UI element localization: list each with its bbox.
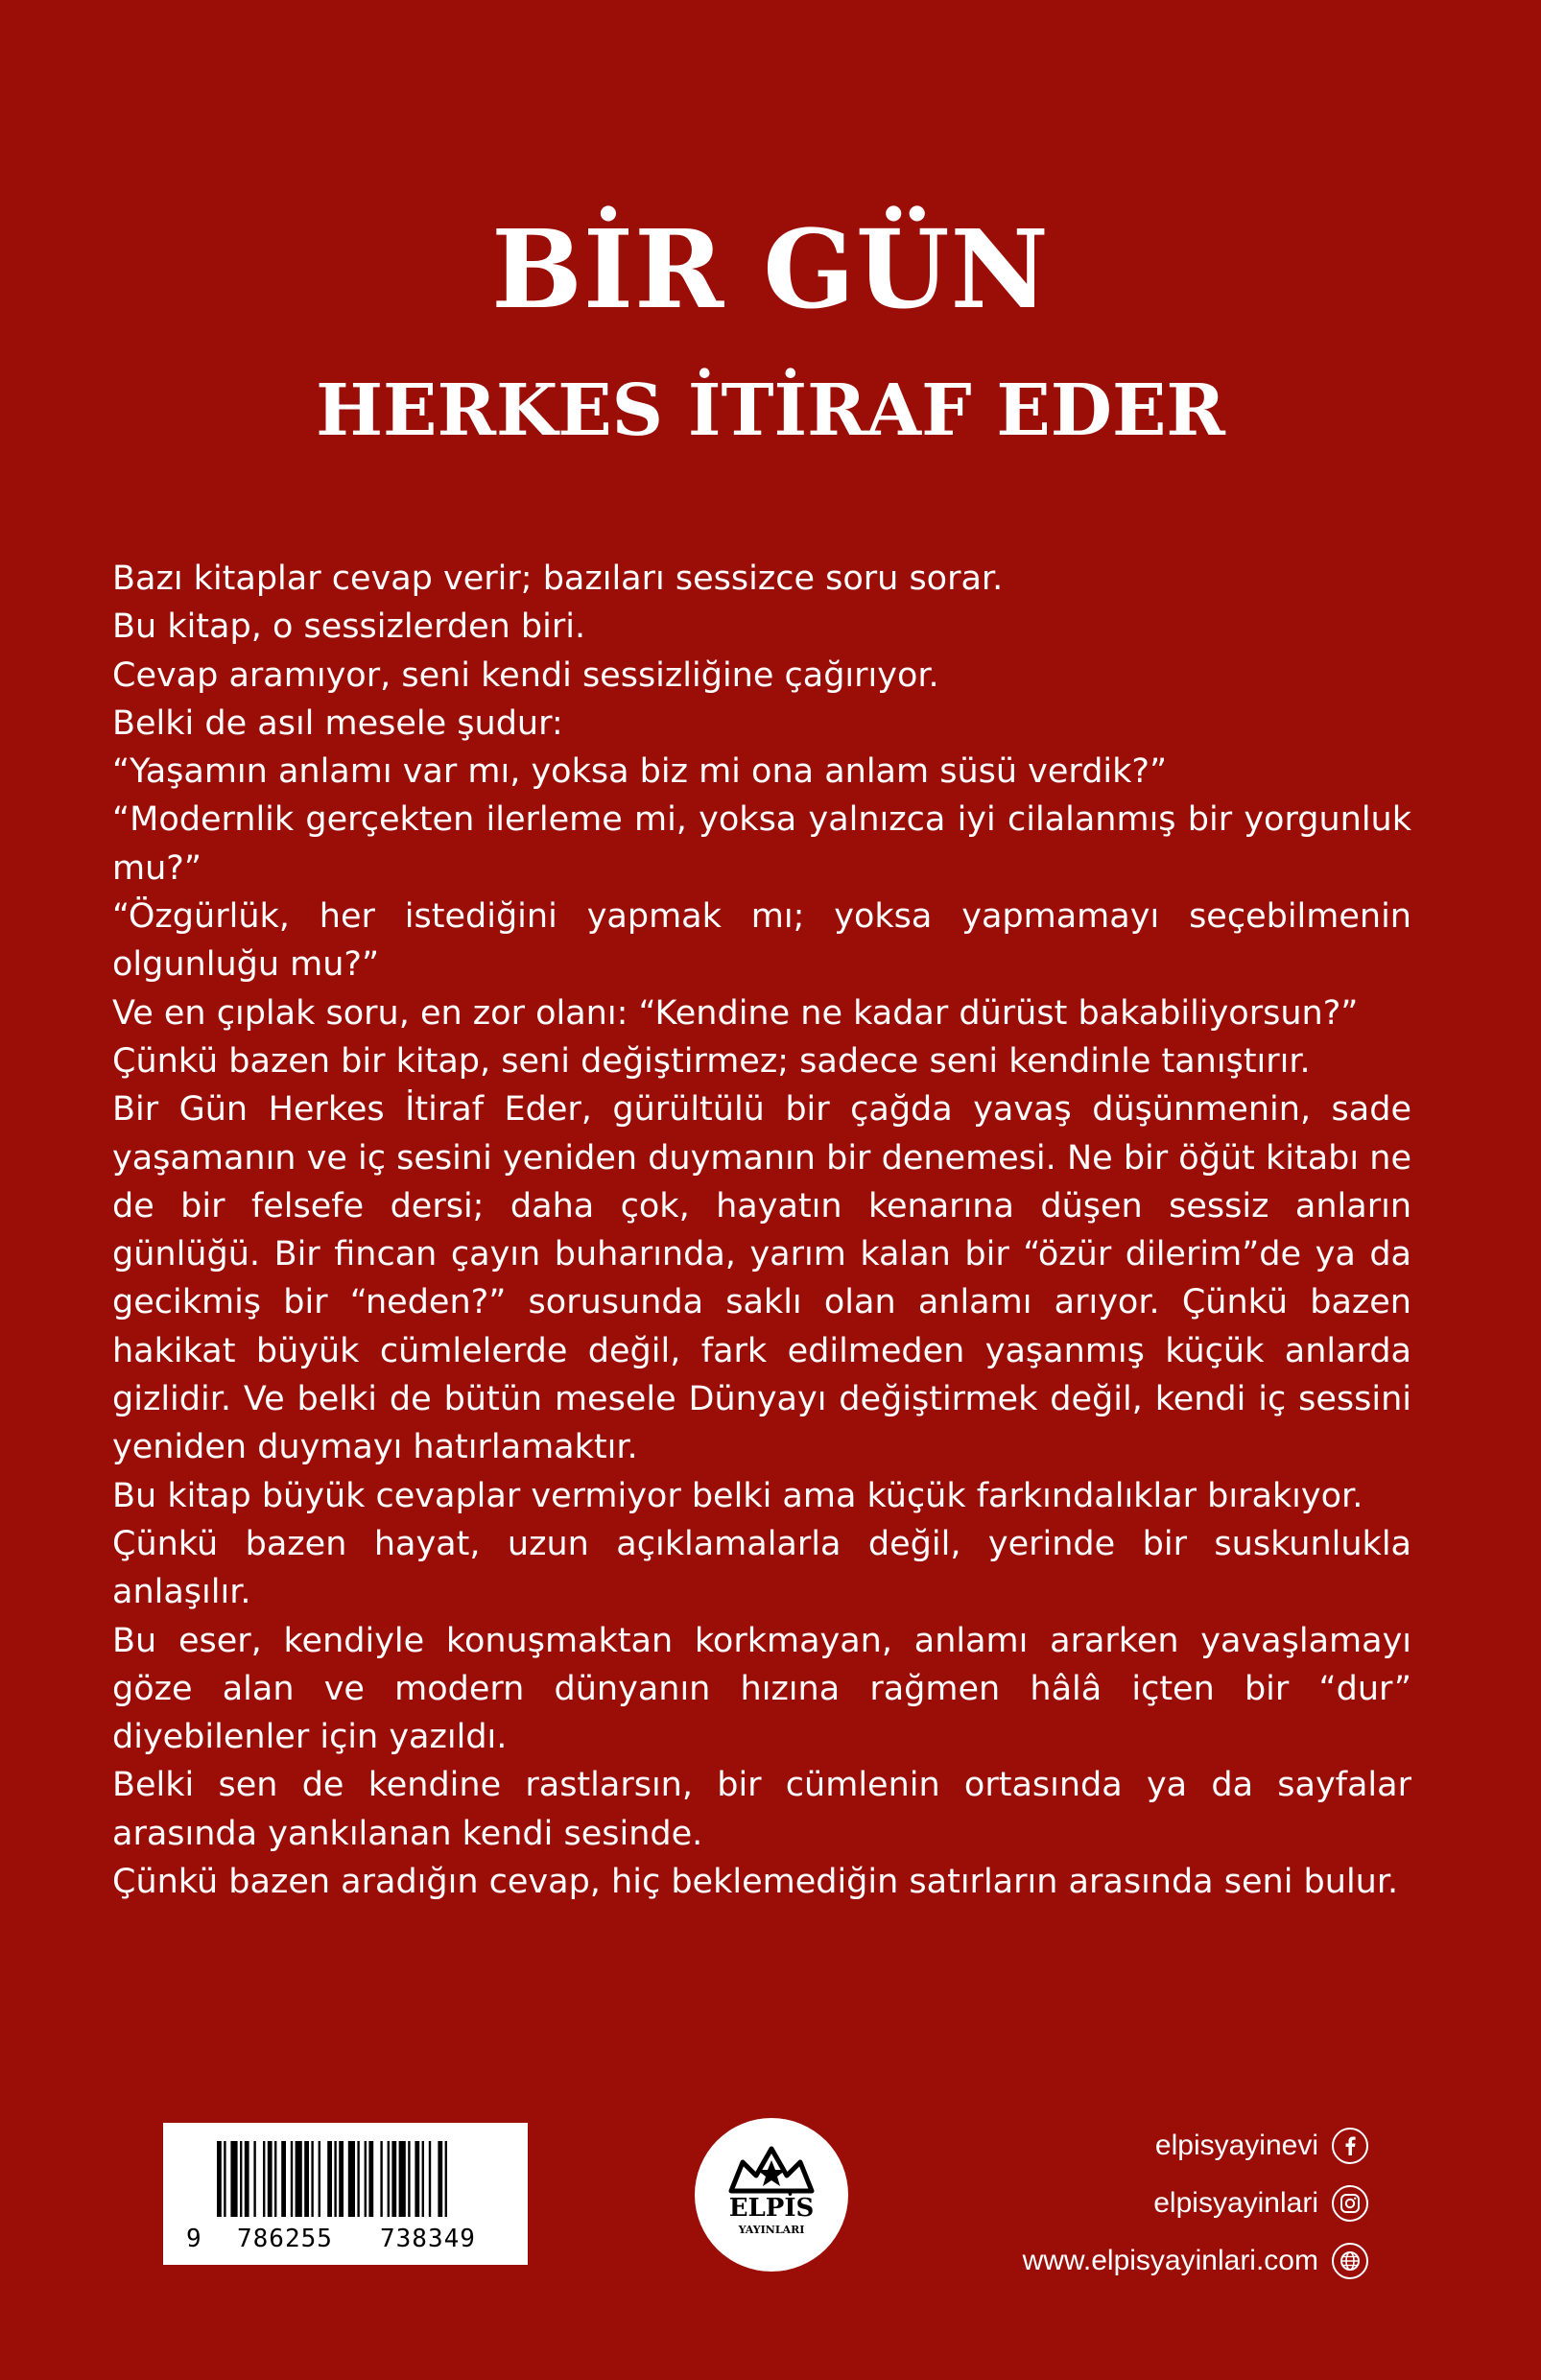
- barcode-bar: [399, 2141, 406, 2217]
- barcode-bar: [268, 2141, 273, 2217]
- book-subtitle: HERKES İTİRAF EDER: [316, 369, 1225, 452]
- blurb-paragraph: Cevap aramıyor, seni kendi sessizliğine çağırıyor.: [112, 655, 939, 695]
- blurb-paragraph: Çünkü bazen hayat, uzun açıklamalarla değil, yerinde bir suskunlukla anlaşılır.: [112, 1524, 1411, 1612]
- blurb-paragraph: Belki de asıl mesele şudur:: [112, 703, 563, 743]
- isbn-barcode: [163, 2123, 528, 2265]
- barcode-bar: [365, 2141, 367, 2217]
- barcode-bar: [445, 2141, 447, 2217]
- barcode-bar: [240, 2141, 242, 2217]
- barcode-bar: [311, 2141, 313, 2217]
- blurb-paragraph: Bu kitap büyük cevaplar vermiyor belki ama küçük farkındalıklar bırakıyor.: [112, 1476, 1363, 1515]
- barcode-bar: [253, 2141, 255, 2217]
- barcode-bar: [274, 2141, 276, 2217]
- barcode-bar: [327, 2141, 332, 2217]
- barcode-bar: [415, 2141, 419, 2217]
- barcode-bar: [245, 2141, 249, 2217]
- blurb-paragraph: Bazı kitaplar cevap verir; bazıları sessizce soru sorar.: [112, 559, 1004, 598]
- barcode-bar: [422, 2141, 424, 2217]
- barcode-bar: [339, 2141, 344, 2217]
- barcode-lead-digit: 9: [186, 2225, 202, 2253]
- social-website[interactable]: [1023, 2240, 1368, 2282]
- blurb-paragraph: Bu kitap, o sessizlerden biri.: [112, 607, 586, 647]
- logo-subtext: YAYINLARI: [738, 2224, 805, 2236]
- barcode-bar: [291, 2141, 293, 2217]
- blurb-text: [112, 555, 1411, 1906]
- barcode-bar: [357, 2141, 359, 2217]
- barcode-bar: [388, 2141, 390, 2217]
- blurb-paragraph: “Modernlik gerçekten ilerleme mi, yoksa yalnızca iyi cilalanmış bir yorgunluk mu?”: [112, 800, 1411, 888]
- barcode-bar: [438, 2141, 442, 2217]
- barcode-bar: [230, 2141, 237, 2217]
- blurb-paragraph: Ve en çıplak soru, en zor olanı: “Kendine ne kadar dürüst bakabiliyorsun?”: [112, 993, 1359, 1033]
- barcode-bar: [429, 2141, 431, 2217]
- barcode-bar: [348, 2141, 355, 2217]
- publisher-logo: [693, 2116, 850, 2273]
- social-facebook[interactable]: [1155, 2125, 1368, 2167]
- blurb-paragraph: “Özgürlük, her istediğini yapmak mı; yoksa yapmamayı seçebilmenin olgunluğu mu?”: [112, 897, 1411, 985]
- barcode-digits: [177, 2225, 522, 2255]
- globe-icon: [1332, 2243, 1368, 2279]
- blurb-paragraph: Çünkü bazen bir kitap, seni değiştirmez; sadece seni kendinle tanıştırır.: [112, 1041, 1311, 1081]
- facebook-icon: [1332, 2128, 1368, 2164]
- barcode-bar: [263, 2141, 265, 2217]
- barcode-bar: [319, 2141, 320, 2217]
- instagram-handle[interactable]: elpisyayinlari: [1153, 2187, 1318, 2219]
- barcode-digits-group1: 786255: [237, 2225, 333, 2253]
- barcode-bar: [217, 2141, 222, 2217]
- blurb-paragraph: Bu eser, kendiyle konuşmaktan korkmayan, anlamı ararken yavaşlamayı göze alan ve modern dünyanın hızına rağmen hâlâ içten bir “dur” diyebilenler için yazıldı.: [112, 1621, 1411, 1757]
- barcode-bar: [224, 2141, 225, 2217]
- barcode-bar: [380, 2141, 382, 2217]
- website-url[interactable]: www.elpisyayinlari.com: [1022, 2245, 1318, 2276]
- barcode-bar: [391, 2141, 396, 2217]
- barcode-bars: [217, 2141, 516, 2217]
- book-title: BİR GÜN: [491, 207, 1050, 333]
- social-instagram[interactable]: [1153, 2182, 1368, 2225]
- barcode-bar: [296, 2141, 302, 2217]
- facebook-handle[interactable]: elpisyayinevi: [1154, 2130, 1318, 2161]
- barcode-bar: [281, 2141, 286, 2217]
- blurb-paragraph: “Yaşamın anlamı var mı, yoksa biz mi ona anlam süsü verdik?”: [112, 752, 1168, 792]
- barcode-bar: [334, 2141, 336, 2217]
- barcode-bar: [304, 2141, 309, 2217]
- blurb-paragraph: Bir Gün Herkes İtiraf Eder, gürültülü bir çağda yavaş düşünmenin, sade yaşamanın ve iç sesini yeniden duymanın bir denemesi. Ne bir öğüt kitabı ne de bir felsefe dersi; daha çok, hayatın kenarına düşen sessiz anların günlüğü. Bir fincan çayın buharında, yarım kalan bir “özür dilerim”de ya da gecikmiş bir “neden?” sorusunda saklı olan anlamı arıyor. Çünkü bazen hakikat büyük cümlelerde değil, fark edilmeden yaşanmış küçük anlarda gizlidir. Ve belki de bütün mesele Dünyayı değiştirmek değil, kendi iç sessini yeniden duymayı hatırlamaktır.: [112, 1090, 1411, 1467]
- barcode-bar: [408, 2141, 410, 2217]
- instagram-icon: [1332, 2185, 1368, 2222]
- barcode-bar: [368, 2141, 373, 2217]
- barcode-digits-group2: 738349: [380, 2225, 476, 2253]
- logo-name: ELPİS: [728, 2194, 815, 2223]
- blurb-paragraph: Belki sen de kendine rastlarsın, bir cümlenin ortasında ya da sayfalar arasında yankılanan kendi sesinde.: [112, 1766, 1411, 1853]
- blurb-paragraph: Çünkü bazen aradığın cevap, hiç beklemediğin satırların arasında seni bulur.: [112, 1863, 1399, 1902]
